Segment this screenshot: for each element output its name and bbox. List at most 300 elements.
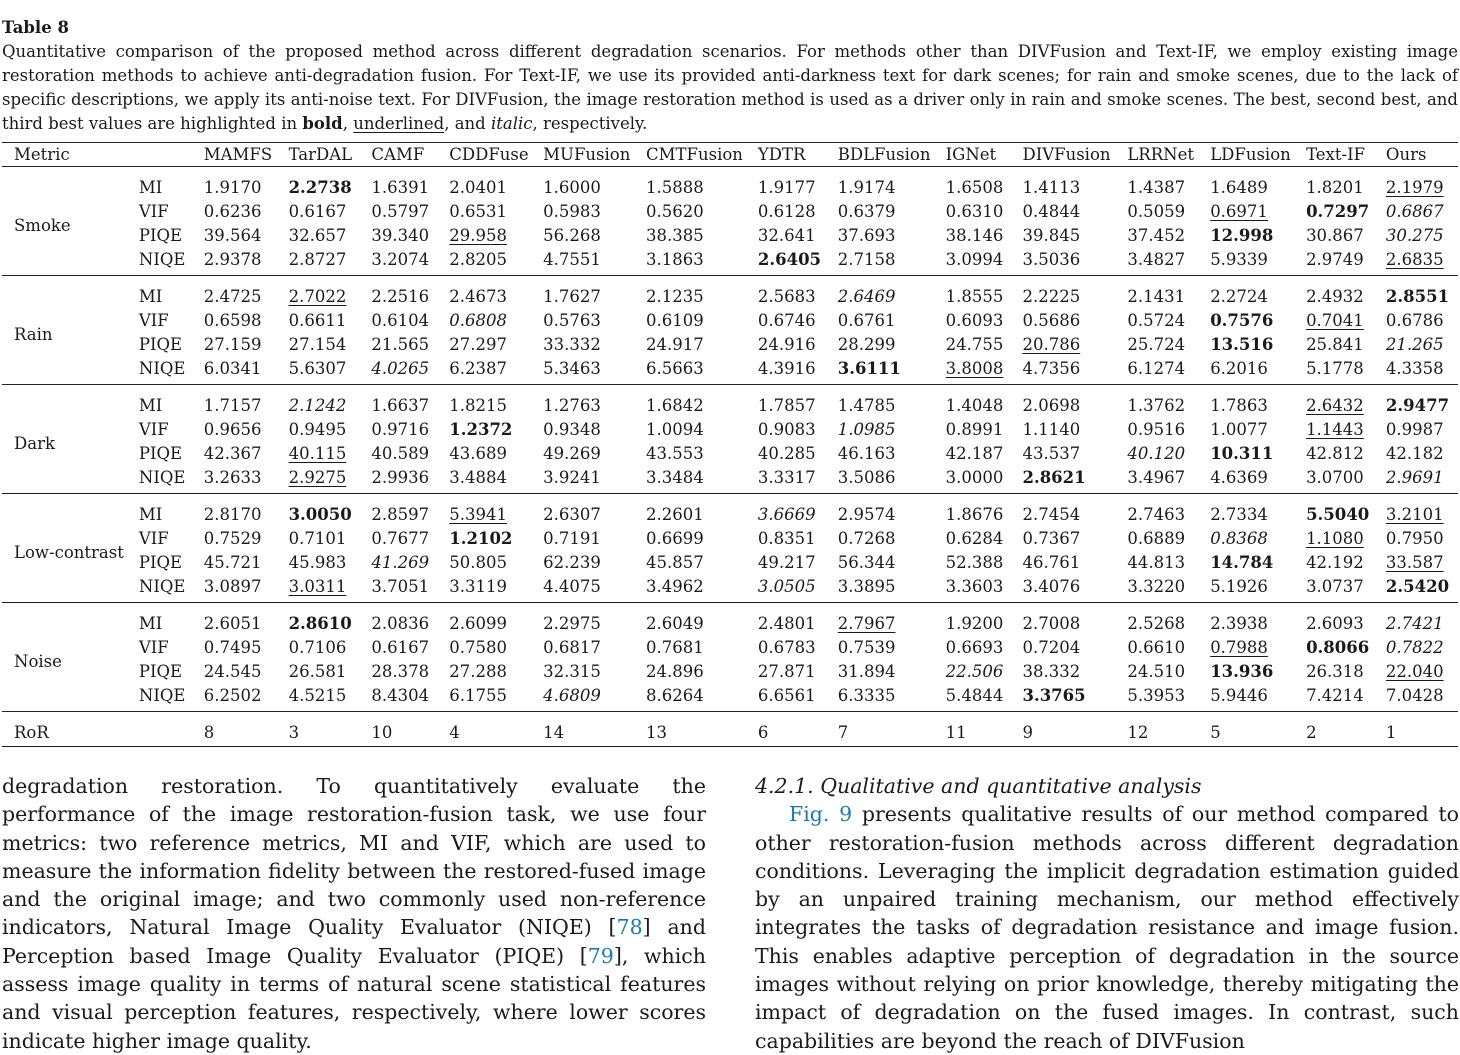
table-cell xyxy=(1306,684,1386,712)
cell-value: 5.3953 xyxy=(1127,685,1186,705)
table-cell xyxy=(289,636,372,660)
header-method: YDTR xyxy=(758,143,838,167)
cell-value: 62.239 xyxy=(543,553,601,572)
cell-value: 1.6489 xyxy=(1210,178,1268,198)
table-cell xyxy=(289,575,372,603)
table-cell xyxy=(1210,494,1306,527)
table-cell xyxy=(946,224,1023,248)
table-cell xyxy=(543,418,646,442)
table-cell xyxy=(758,167,838,200)
cell-value: 1.3762 xyxy=(1127,396,1186,416)
cell-value: 49.217 xyxy=(757,553,816,572)
table-cell xyxy=(204,575,289,603)
cell-value: 0.6699 xyxy=(646,529,704,548)
table-caption xyxy=(2,16,1458,136)
table-cell xyxy=(1306,418,1386,442)
header-method: DIVFusion xyxy=(1022,143,1127,167)
cell-value: 42.192 xyxy=(1306,553,1364,572)
cell-value: 2.7008 xyxy=(1022,614,1081,634)
table-cell xyxy=(758,357,838,385)
table-cell xyxy=(838,248,946,276)
table-cell xyxy=(543,200,646,224)
cell-value: 3.3317 xyxy=(757,467,816,487)
table-cell xyxy=(1210,224,1306,248)
cell-value: 3.3765 xyxy=(1022,685,1086,705)
cell-value: 1.1080 xyxy=(1306,529,1364,548)
cell-value: 4.7356 xyxy=(1022,358,1081,378)
cell-value: 0.6610 xyxy=(1127,638,1186,657)
table-cell xyxy=(646,636,758,660)
table-cell xyxy=(1210,660,1306,684)
cell-value: 43.689 xyxy=(449,444,507,463)
table-row xyxy=(2,224,1458,248)
table-cell xyxy=(1127,636,1210,660)
cell-value: 56.268 xyxy=(543,226,601,245)
cell-value: 3.0311 xyxy=(288,576,347,596)
table-cell xyxy=(449,418,543,442)
cell-value: 1.9200 xyxy=(945,614,1004,634)
table-cell xyxy=(449,551,543,575)
table-cell xyxy=(1022,248,1127,276)
caption-bold-word: bold xyxy=(302,114,343,133)
cell-value: 1.8676 xyxy=(945,505,1004,525)
cell-value: 2.6049 xyxy=(646,614,704,634)
table-cell xyxy=(1127,200,1210,224)
table-cell xyxy=(758,684,838,712)
table-cell xyxy=(946,494,1023,527)
table-cell xyxy=(1127,466,1210,494)
rank-cell: 7 xyxy=(838,712,946,747)
cell-value: 38.146 xyxy=(945,226,1004,245)
header-method: Ours xyxy=(1386,143,1458,167)
cell-value: 0.7576 xyxy=(1210,311,1274,330)
table-cell xyxy=(449,385,543,418)
cell-value: 4.3358 xyxy=(1385,358,1444,378)
rank-cell: 8 xyxy=(204,712,289,747)
table-cell xyxy=(449,466,543,494)
cell-value: 2.7022 xyxy=(288,287,347,307)
table-cell xyxy=(289,551,372,575)
cell-value: 3.0050 xyxy=(288,505,352,525)
cell-value: 30.275 xyxy=(1385,226,1444,245)
cell-value: 3.2074 xyxy=(371,249,430,269)
table-cell xyxy=(204,385,289,418)
table-cell xyxy=(543,276,646,309)
cell-value: 0.7950 xyxy=(1385,529,1444,548)
cell-value: 6.2502 xyxy=(203,685,262,705)
table-cell xyxy=(1210,200,1306,224)
cell-value: 1.0985 xyxy=(837,420,896,439)
cell-value: 0.5724 xyxy=(1127,311,1186,330)
cell-value: 40.120 xyxy=(1127,444,1186,463)
metric-label: MI xyxy=(138,287,163,307)
table-row xyxy=(2,309,1458,333)
table-cell xyxy=(1306,276,1386,309)
table-cell xyxy=(289,200,372,224)
cell-value: 2.9691 xyxy=(1385,467,1444,487)
cell-value: 2.2516 xyxy=(371,287,430,307)
cell-value: 5.1778 xyxy=(1306,358,1364,378)
cell-value: 0.7529 xyxy=(203,529,262,548)
table-cell xyxy=(1210,276,1306,309)
cell-value: 0.8368 xyxy=(1210,529,1268,548)
table-cell xyxy=(1386,248,1458,276)
cell-value: 2.2975 xyxy=(543,614,601,634)
body-text: degradation restoration. To quantitatively evaluate the performance of the image restoration-fusion task, we use four metrics: two reference metrics, MI and VIF, which are used to measure the information fidelity between the restored-fused image and the original image; and two commonly used non-reference indicators, Natural Image Quality Evaluator (NIQE) [ xyxy=(2,774,706,940)
cell-value: 2.5683 xyxy=(757,287,816,307)
table-cell xyxy=(646,527,758,551)
cell-value: 37.452 xyxy=(1127,226,1186,245)
table-cell xyxy=(1127,167,1210,200)
rank-cell: 11 xyxy=(946,712,1023,747)
table-cell xyxy=(289,276,372,309)
cell-value: 3.0000 xyxy=(945,467,1004,487)
table-cell xyxy=(289,442,372,466)
cell-value: 0.7191 xyxy=(543,529,601,548)
table-cell xyxy=(1022,418,1127,442)
table-cell xyxy=(289,603,372,636)
metric-label: NIQE xyxy=(139,684,204,712)
cell-value: 27.871 xyxy=(757,662,816,681)
table-cell xyxy=(1386,603,1458,636)
table-cell xyxy=(543,333,646,357)
cell-value: 1.9177 xyxy=(757,178,816,198)
cell-value: 1.4387 xyxy=(1127,178,1186,198)
cell-value: 2.2225 xyxy=(1022,287,1081,307)
cell-value: 0.7106 xyxy=(288,638,347,657)
table-cell xyxy=(1306,527,1386,551)
header-method: MAMFS xyxy=(204,143,289,167)
table-cell xyxy=(946,575,1023,603)
cell-value: 43.553 xyxy=(646,444,704,463)
table-cell xyxy=(838,200,946,224)
cell-value: 5.9446 xyxy=(1210,685,1268,705)
table-cell xyxy=(838,167,946,200)
metric-label: PIQE xyxy=(138,662,183,681)
table-cell xyxy=(1022,167,1127,200)
header-method: LDFusion xyxy=(1210,143,1306,167)
table-cell xyxy=(1306,167,1386,200)
table-cell xyxy=(1127,494,1210,527)
citation-link-79[interactable]: 79 xyxy=(587,943,614,968)
table-row xyxy=(2,636,1458,660)
table-cell xyxy=(758,466,838,494)
table-cell xyxy=(371,200,449,224)
cell-value: 24.917 xyxy=(646,335,704,354)
cell-value: 0.7539 xyxy=(837,638,896,657)
table-cell xyxy=(289,224,372,248)
table-cell xyxy=(946,276,1023,309)
table-cell xyxy=(758,333,838,357)
table-cell xyxy=(758,385,838,418)
table-cell xyxy=(758,660,838,684)
cell-value: 2.0401 xyxy=(449,178,507,198)
cell-value: 6.0341 xyxy=(203,358,262,378)
metric-label: MI xyxy=(138,396,163,416)
table-cell xyxy=(449,636,543,660)
cell-value: 56.344 xyxy=(837,553,896,572)
rank-cell: 3 xyxy=(289,712,372,747)
rank-cell: 14 xyxy=(543,712,646,747)
cell-value: 46.163 xyxy=(837,444,896,463)
cell-value: 2.1979 xyxy=(1385,178,1444,198)
citation-link-78[interactable]: 78 xyxy=(616,915,643,940)
table-cell xyxy=(543,385,646,418)
table-cell xyxy=(838,385,946,418)
cell-value: 2.0836 xyxy=(371,614,430,634)
cell-value: 0.5686 xyxy=(1022,311,1081,330)
body-text: presents qualitative results of our method compared to other restoration-fusion methods across different degradation conditions. Leveraging the implicit degradation estimation guided by an unpaired training mechanism, our method effectively integrates the tasks of degradation resistance and image fusion. This enables adaptive perception of degradation in the source images without relying on prior knowledge, thereby mitigating the impact of degradation on the fused images. In contrast, such capabilities are beyond the reach of DIVFusion xyxy=(755,802,1460,1053)
cell-value: 6.2387 xyxy=(449,358,507,378)
table-cell xyxy=(1210,418,1306,442)
header-method: TarDAL xyxy=(289,143,372,167)
metric-label: PIQE xyxy=(138,553,183,572)
table-cell xyxy=(1306,466,1386,494)
table-cell xyxy=(289,309,372,333)
cell-value: 2.4673 xyxy=(449,287,507,307)
cell-value: 24.510 xyxy=(1127,662,1186,681)
cell-value: 30.867 xyxy=(1306,226,1364,245)
cell-value: 1.0077 xyxy=(1210,420,1268,439)
table-cell xyxy=(1210,551,1306,575)
table-cell xyxy=(646,385,758,418)
table-cell xyxy=(1127,224,1210,248)
table-cell xyxy=(1127,527,1210,551)
cell-value: 1.6391 xyxy=(371,178,430,198)
cell-value: 2.7334 xyxy=(1210,505,1268,525)
table-cell xyxy=(371,684,449,712)
cell-value: 0.5059 xyxy=(1127,202,1186,221)
table-cell xyxy=(646,575,758,603)
cell-value: 3.6111 xyxy=(837,358,901,378)
cell-value: 0.7101 xyxy=(288,529,347,548)
figure-link[interactable]: Fig. 9 xyxy=(789,802,853,827)
table-cell xyxy=(289,357,372,385)
table-row xyxy=(2,551,1458,575)
cell-value: 1.6637 xyxy=(371,396,430,416)
cell-value: 0.6104 xyxy=(371,311,430,330)
table-cell xyxy=(758,551,838,575)
cell-value: 26.318 xyxy=(1306,662,1364,681)
table-cell xyxy=(371,309,449,333)
cell-value: 3.4827 xyxy=(1127,249,1186,269)
table-cell xyxy=(371,660,449,684)
body-paragraph xyxy=(2,772,706,1055)
table-cell xyxy=(289,167,372,200)
metric-label: MI xyxy=(138,178,163,198)
table-cell xyxy=(1210,527,1306,551)
table-cell xyxy=(1386,442,1458,466)
cell-value: 1.6842 xyxy=(646,396,704,416)
body-text: ], which assess image quality in terms of natural scene statistical features and visual perception features, respectively, where lower scores indicate higher image quality. xyxy=(2,943,706,1053)
cell-value: 40.589 xyxy=(371,444,430,463)
table-cell xyxy=(1210,442,1306,466)
table-cell xyxy=(838,466,946,494)
cell-value: 0.7268 xyxy=(837,529,896,548)
cell-value: 3.6669 xyxy=(757,505,816,525)
table-cell xyxy=(838,309,946,333)
metric-label: NIQE xyxy=(139,357,204,385)
table-cell xyxy=(1022,551,1127,575)
cell-value: 2.4801 xyxy=(757,614,816,634)
cell-value: 0.6786 xyxy=(1385,311,1444,330)
cell-value: 42.812 xyxy=(1306,444,1364,463)
cell-value: 2.7158 xyxy=(837,249,896,269)
table-cell xyxy=(371,551,449,575)
table-cell xyxy=(1386,551,1458,575)
cell-value: 0.8991 xyxy=(945,420,1004,439)
table-cell xyxy=(1386,494,1458,527)
table-row xyxy=(2,385,1458,418)
table-cell xyxy=(371,385,449,418)
cell-value: 49.269 xyxy=(543,444,601,463)
header-method: LRRNet xyxy=(1127,143,1210,167)
cell-value: 33.332 xyxy=(543,335,601,354)
caption-sep: , and xyxy=(444,114,491,133)
cell-value: 44.813 xyxy=(1127,553,1186,572)
table-cell xyxy=(1210,357,1306,385)
cell-value: 3.0700 xyxy=(1306,467,1364,487)
cell-value: 2.5420 xyxy=(1385,576,1450,596)
table-cell xyxy=(204,684,289,712)
cell-value: 2.5268 xyxy=(1127,614,1186,634)
condition-label: Rain xyxy=(2,276,139,385)
table-cell xyxy=(946,418,1023,442)
rank-cell: 6 xyxy=(758,712,838,747)
table-cell xyxy=(946,442,1023,466)
table-cell xyxy=(371,333,449,357)
cell-value: 1.2372 xyxy=(449,420,513,439)
condition-label: Low-contrast xyxy=(2,494,139,603)
cell-value: 2.6093 xyxy=(1306,614,1364,634)
cell-value: 21.265 xyxy=(1385,335,1444,354)
cell-value: 7.0428 xyxy=(1385,685,1444,705)
cell-value: 0.6611 xyxy=(288,311,347,330)
table-cell xyxy=(1306,248,1386,276)
metric-label: PIQE xyxy=(138,444,183,463)
condition-group xyxy=(2,276,1458,385)
table-cell xyxy=(838,660,946,684)
cell-value: 0.6284 xyxy=(945,529,1004,548)
table-row xyxy=(2,276,1458,309)
table-cell xyxy=(1022,385,1127,418)
cell-value: 2.6099 xyxy=(449,614,507,634)
table-cell xyxy=(289,494,372,527)
cell-value: 5.3941 xyxy=(449,505,507,525)
caption-end: , respectively. xyxy=(532,114,648,133)
body-column-left xyxy=(2,772,706,1055)
cell-value: 26.581 xyxy=(288,662,347,681)
cell-value: 3.2101 xyxy=(1385,505,1444,525)
cell-value: 1.4048 xyxy=(945,396,1004,416)
table-cell xyxy=(371,276,449,309)
table-cell xyxy=(1306,575,1386,603)
ror-label: RoR xyxy=(2,712,204,747)
table-cell xyxy=(204,248,289,276)
cell-value: 43.537 xyxy=(1022,444,1081,463)
body-paragraph xyxy=(755,800,1459,1055)
table-cell xyxy=(946,660,1023,684)
metric-label: NIQE xyxy=(139,575,204,603)
cell-value: 2.1235 xyxy=(646,287,704,307)
metric-label: MI xyxy=(138,505,163,525)
cell-value: 1.2763 xyxy=(543,396,601,416)
table-cell xyxy=(646,357,758,385)
cell-value: 38.385 xyxy=(646,226,704,245)
cell-value: 24.916 xyxy=(757,335,816,354)
table-cell xyxy=(1306,442,1386,466)
cell-value: 5.9339 xyxy=(1210,249,1268,269)
table-cell xyxy=(371,636,449,660)
table-cell xyxy=(1306,309,1386,333)
table-cell xyxy=(449,276,543,309)
table-cell xyxy=(946,309,1023,333)
header-method: BDLFusion xyxy=(838,143,946,167)
cell-value: 6.1755 xyxy=(449,685,507,705)
table-cell xyxy=(646,684,758,712)
table-cell xyxy=(289,684,372,712)
table-row xyxy=(2,466,1458,494)
cell-value: 2.4725 xyxy=(203,287,262,307)
cell-value: 2.7967 xyxy=(837,614,896,634)
table-cell xyxy=(371,603,449,636)
table-row xyxy=(2,660,1458,684)
table-row xyxy=(2,200,1458,224)
cell-value: 0.9516 xyxy=(1127,420,1186,439)
rank-cell: 13 xyxy=(646,712,758,747)
table-cell xyxy=(838,527,946,551)
cell-value: 39.564 xyxy=(203,226,262,245)
cell-value: 0.9716 xyxy=(371,420,430,439)
table-row xyxy=(2,494,1458,527)
table-cell xyxy=(449,527,543,551)
table-cell xyxy=(946,333,1023,357)
table-cell xyxy=(1306,385,1386,418)
table-cell xyxy=(758,442,838,466)
table-cell xyxy=(758,418,838,442)
cell-value: 0.7580 xyxy=(449,638,507,657)
cell-value: 32.657 xyxy=(288,226,347,245)
table-row xyxy=(2,603,1458,636)
metric-label: PIQE xyxy=(138,226,183,245)
cell-value: 2.2738 xyxy=(288,178,352,198)
cell-value: 1.6508 xyxy=(945,178,1004,198)
table-cell xyxy=(289,660,372,684)
cell-value: 2.0698 xyxy=(1022,396,1081,416)
cell-value: 5.4844 xyxy=(945,685,1004,705)
cell-value: 28.378 xyxy=(371,662,430,681)
rank-cell: 2 xyxy=(1306,712,1386,747)
table-row xyxy=(2,248,1458,276)
table-cell xyxy=(838,636,946,660)
cell-value: 2.9749 xyxy=(1306,249,1364,269)
cell-value: 0.6167 xyxy=(371,638,430,657)
cell-value: 6.6561 xyxy=(757,685,816,705)
table-cell xyxy=(1022,466,1127,494)
metric-label: VIF xyxy=(138,529,169,548)
cell-value: 1.7863 xyxy=(1210,396,1268,416)
table-cell xyxy=(543,167,646,200)
cell-value: 0.7988 xyxy=(1210,638,1268,657)
cell-value: 0.6889 xyxy=(1127,529,1186,548)
condition-group xyxy=(2,494,1458,603)
cell-value: 1.7627 xyxy=(543,287,601,307)
table-cell xyxy=(1306,551,1386,575)
cell-value: 2.8205 xyxy=(449,249,507,269)
table-cell xyxy=(1127,248,1210,276)
table-cell xyxy=(204,309,289,333)
table-cell xyxy=(758,224,838,248)
